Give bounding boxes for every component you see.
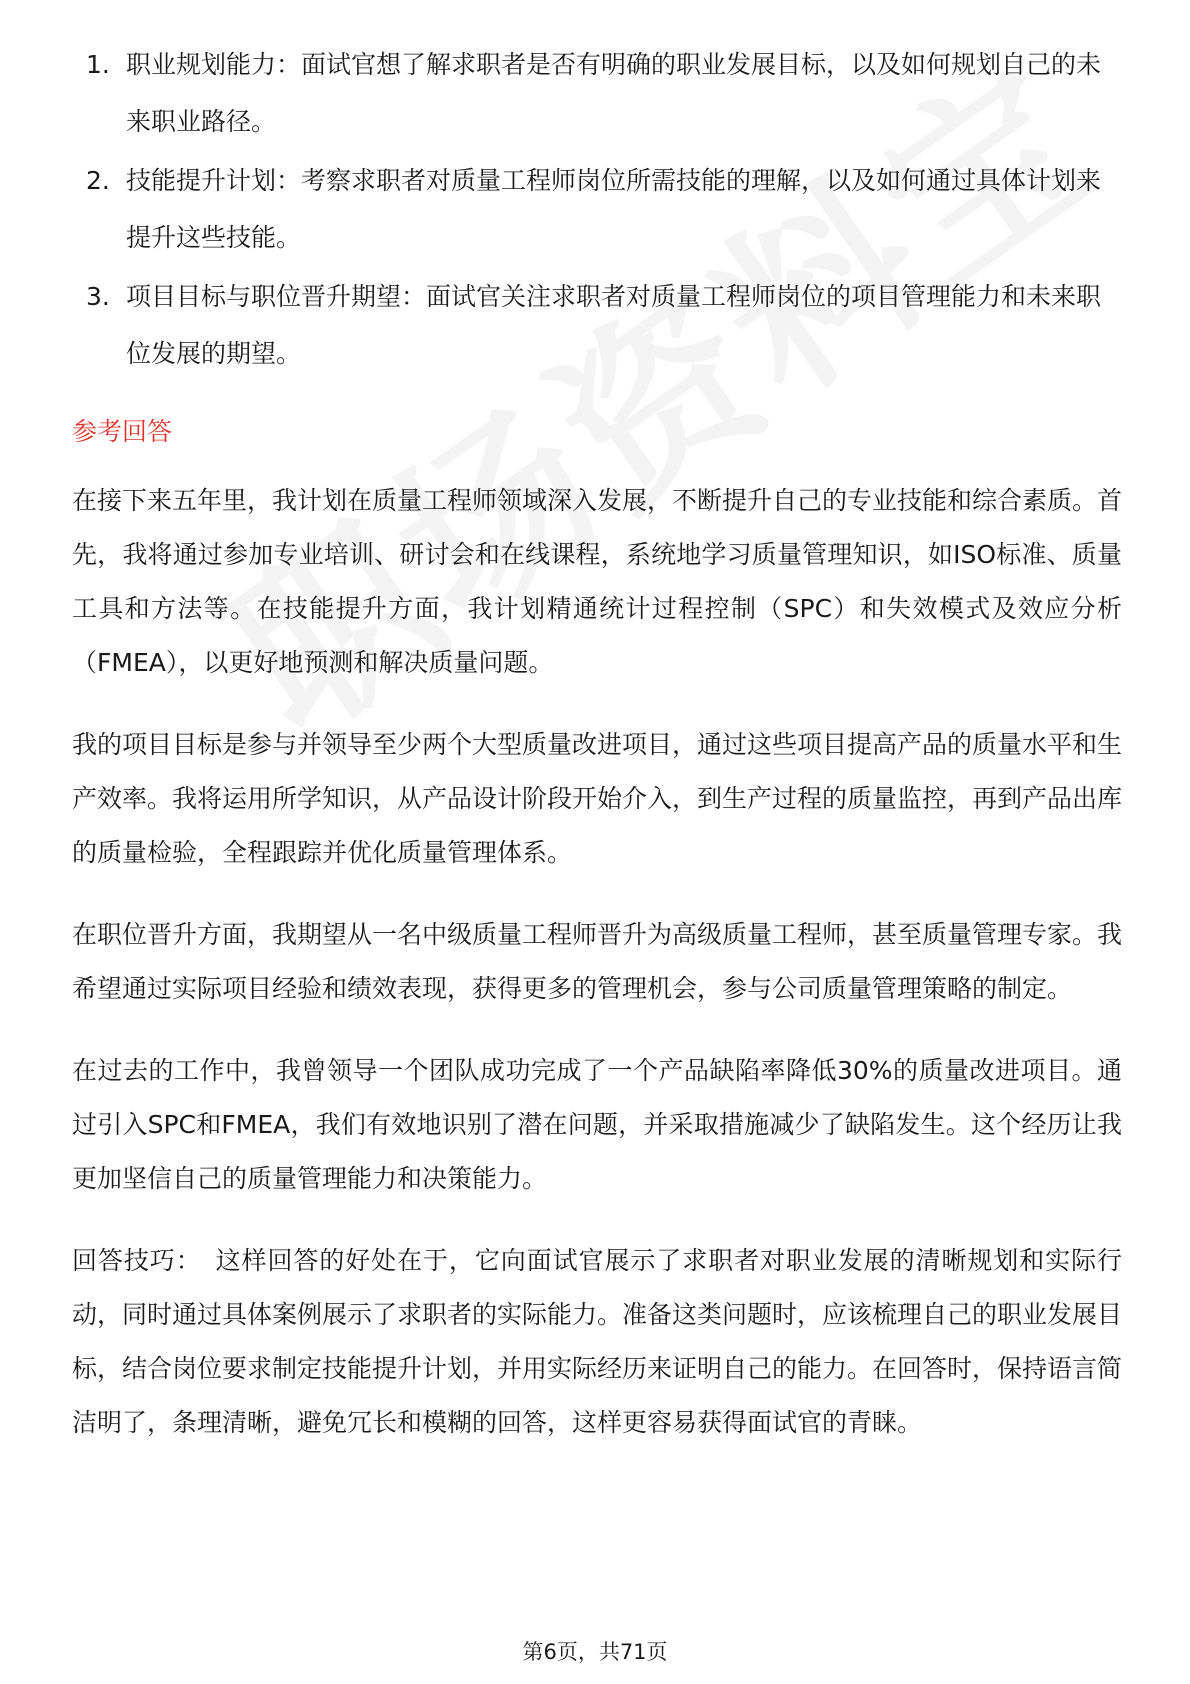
reference-answer-heading: 参考回答 — [72, 417, 173, 446]
intent-item-text: 职业规划能力：面试官想了解求职者是否有明确的职业发展目标，以及如何规划自己的未来职业路径。 — [126, 50, 1102, 136]
intent-item — [72, 152, 1122, 266]
intent-item-text: 项目目标与职位晋升期望：面试官关注求职者对质量工程师岗位的项目管理能力和未来职位发展的期望。 — [126, 282, 1102, 368]
answer-paragraph: 在过去的工作中，我曾领导一个团队成功完成了一个产品缺陷率降低30%的质量改进项目。通过引入SPC和FMEA，我们有效地识别了潜在问题，并采取措施减少了缺陷发生。这个经历让我更加坚信自己的质量管理能力和决策能力。 — [72, 1056, 1122, 1193]
answer-tips — [72, 1234, 1122, 1450]
intent-list — [72, 36, 1122, 382]
intent-item-number: 3. — [86, 282, 110, 311]
intent-item-text: 技能提升计划：考察求职者对质量工程师岗位所需技能的理解，以及如何通过具体计划来提升这些技能。 — [126, 166, 1102, 252]
answer-paragraph: 在职位晋升方面，我期望从一名中级质量工程师晋升为高级质量工程师，甚至质量管理专家。我希望通过实际项目经验和绩效表现，获得更多的管理机会，参与公司质量管理策略的制定。 — [72, 920, 1123, 1003]
intent-item — [72, 36, 1122, 150]
intent-item-number: 2. — [86, 166, 110, 195]
answer-tips-text: 这样回答的好处在于，它向面试官展示了求职者对职业发展的清晰规划和实际行动，同时通过具体案例展示了求职者的实际能力。准备这类问题时，应该梳理自己的职业发展目标，结合岗位要求制定技能提升计划，并用实际经历来证明自己的能力。在回答时，保持语言简洁明了，条理清晰，避免冗长和模糊的回答，这样更容易获得面试官的青睐。 — [72, 1246, 1123, 1437]
intent-item — [72, 268, 1122, 382]
answer-paragraph: 在接下来五年里，我计划在质量工程师领域深入发展，不断提升自己的专业技能和综合素质。首先，我将通过参加专业培训、研讨会和在线课程，系统地学习质量管理知识，如ISO标准、质量工具和方法等。在技能提升方面，我计划精通统计过程控制（SPC）和失效模式及效应分析（FMEA），以更好地预测和解决质量问题。 — [72, 486, 1123, 677]
document-page — [72, 36, 1122, 1478]
page-number-footer: 第6页，共71页 — [522, 1640, 668, 1664]
answer-tips-label: 回答技巧： — [72, 1246, 202, 1275]
intent-item-number: 1. — [86, 50, 110, 79]
answer-paragraph: 我的项目目标是参与并领导至少两个大型质量改进项目，通过这些项目提高产品的质量水平和生产效率。我将运用所学知识，从产品设计阶段开始介入，到生产过程的质量监控，再到产品出库的质量检验，全程跟踪并优化质量管理体系。 — [72, 730, 1123, 867]
